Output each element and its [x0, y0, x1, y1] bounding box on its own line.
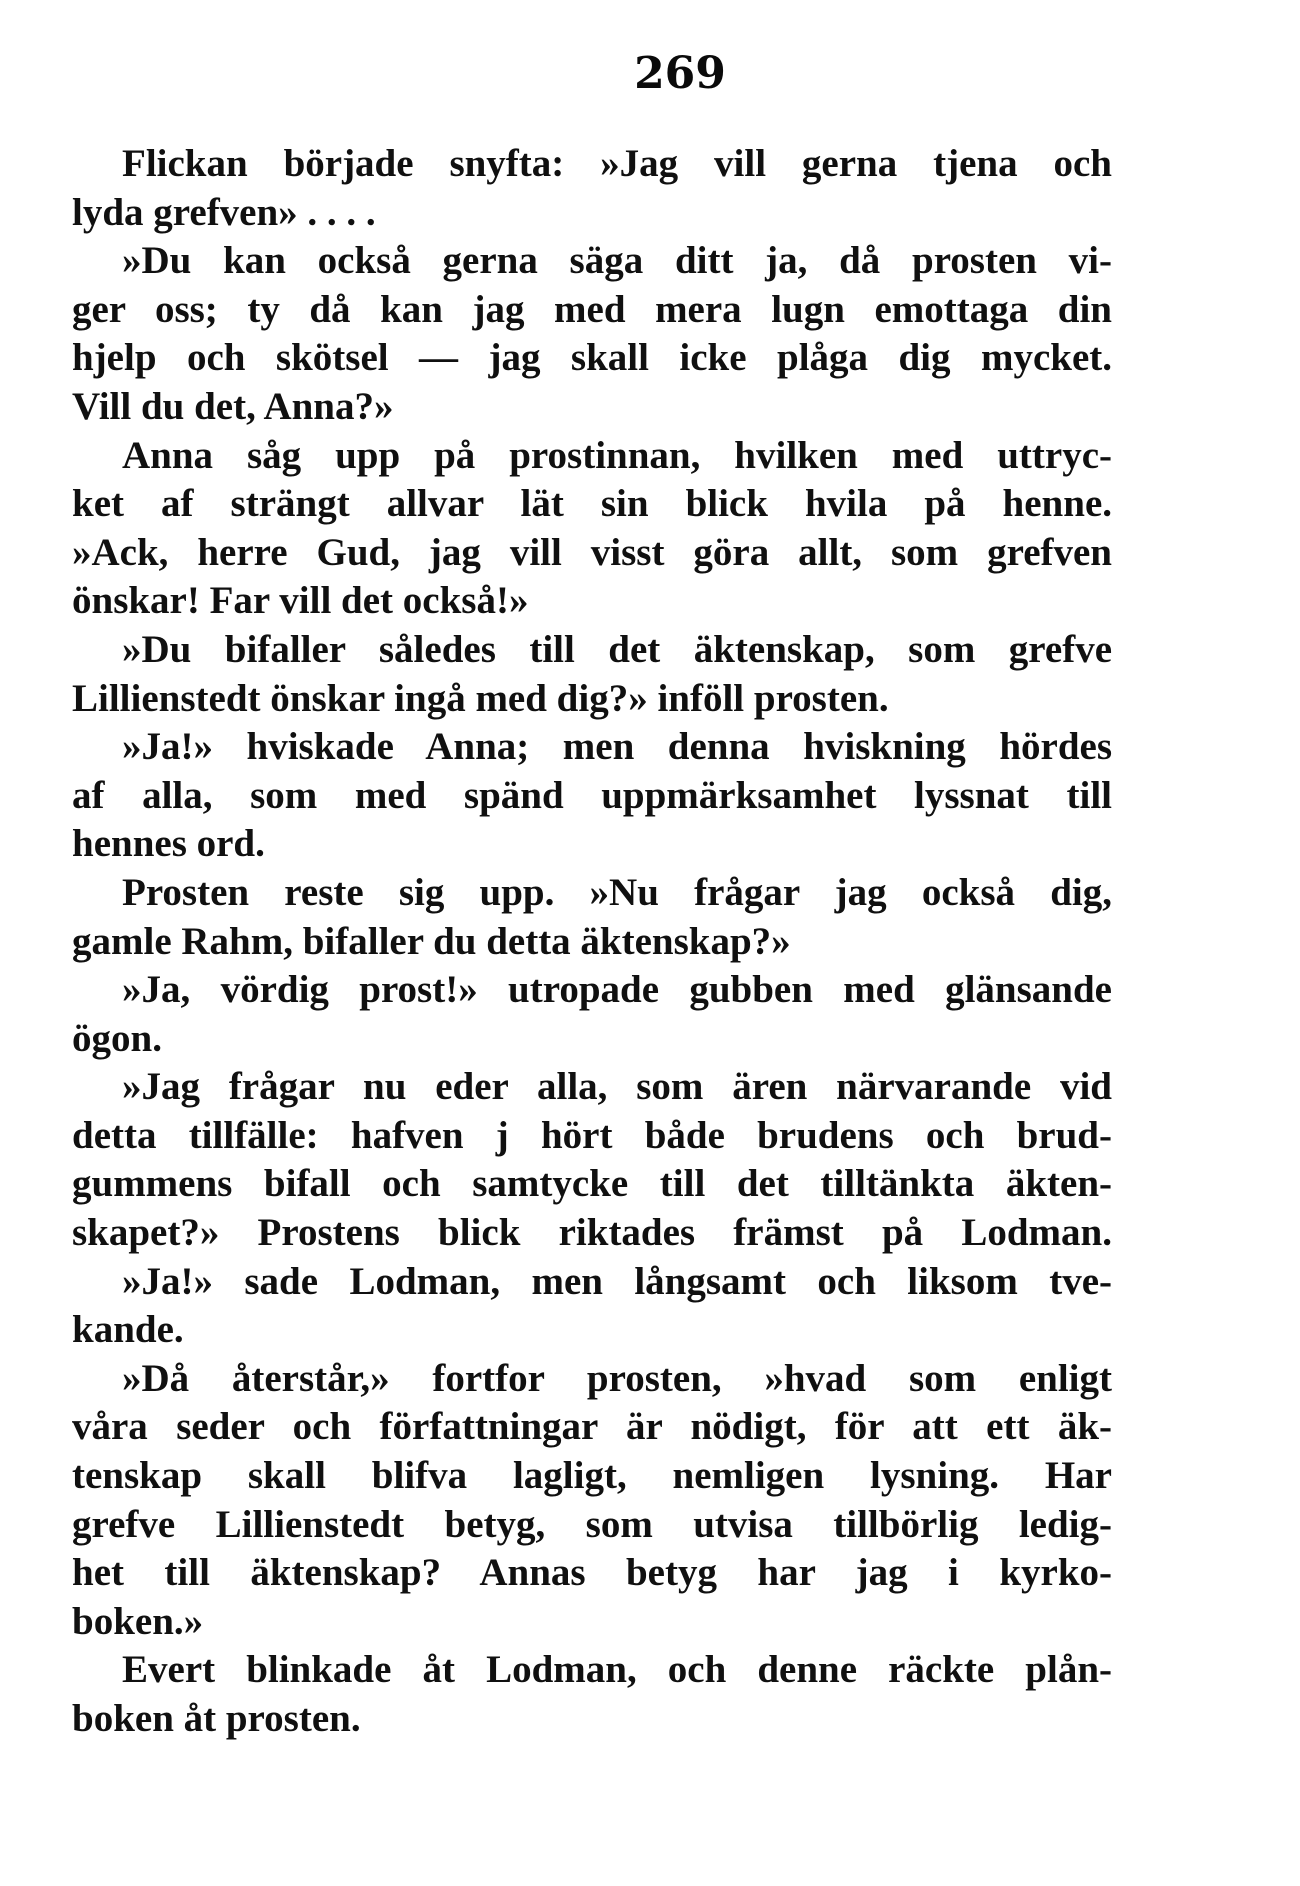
text-line: grefve Lillienstedt betyg, som utvisa tillbörlig ledig- — [72, 1502, 1112, 1546]
text-line: Prosten reste sig upp. »Nu frågar jag också dig, — [122, 870, 1112, 914]
text-line: gummens bifall och samtycke till det tilltänkta äkten- — [72, 1162, 1112, 1206]
text-line: ket af strängt allvar lät sin blick hvila på henne. — [72, 482, 1112, 526]
text-line: gamle Rahm, bifaller du detta äktenskap?» — [72, 919, 791, 963]
text-line: »Ja, vördig prost!» utropade gubben med glänsande — [122, 968, 1112, 1012]
body-text — [72, 140, 1112, 1744]
text-line: »Ja!» sade Lodman, men långsamt och liksom tve- — [122, 1259, 1112, 1303]
page-number: 269 — [634, 48, 726, 99]
text-line: våra seder och författningar är nödigt, för att ett äk- — [72, 1405, 1112, 1449]
text-line: lyda grefven» . . . . — [72, 190, 376, 234]
text-line: ögon. — [72, 1016, 162, 1060]
text-line: kande. — [72, 1308, 184, 1352]
text-line: Flickan började snyfta: »Jag vill gerna tjena och — [122, 142, 1112, 185]
text-line: boken.» — [72, 1599, 204, 1643]
text-line: önskar! Far vill det också!» — [72, 579, 529, 623]
text-line: Anna såg upp på prostinnan, hvilken med uttryc- — [122, 433, 1112, 477]
text-line: skapet?» Prostens blick riktades främst på Lodman. — [72, 1211, 1112, 1255]
text-line: het till äktenskap? Annas betyg har jag i kyrko- — [72, 1551, 1112, 1595]
text-line: »Ja!» hviskade Anna; men denna hviskning hördes — [122, 725, 1112, 769]
text-line: Evert blinkade åt Lodman, och denne räckte plån- — [122, 1648, 1112, 1692]
text-line: Vill du det, Anna?» — [72, 384, 394, 428]
text-line: »Du bifaller således till det äktenskap, som grefve — [122, 627, 1112, 671]
text-line: detta tillfälle: hafven j hört både brudens och brud- — [72, 1113, 1112, 1157]
text-line: »Då återstår,» fortfor prosten, »hvad som enligt — [122, 1356, 1112, 1400]
text-line: boken åt prosten. — [72, 1697, 361, 1740]
text-line: Lillienstedt önskar ingå med dig?» inföll prosten. — [72, 676, 889, 720]
text-line: af alla, som med spänd uppmärksamhet lyssnat till — [72, 773, 1112, 817]
text-line: hennes ord. — [72, 822, 265, 866]
text-line: hjelp och skötsel — jag skall icke plåga dig mycket. — [72, 336, 1112, 380]
text-line: tenskap skall blifva lagligt, nemligen lysning. Har — [72, 1454, 1112, 1498]
text-line: ger oss; ty då kan jag med mera lugn emottaga din — [72, 287, 1112, 331]
text-line: »Jag frågar nu eder alla, som ären närvarande vid — [122, 1065, 1112, 1109]
text-line: »Du kan också gerna säga ditt ja, då prosten vi- — [122, 239, 1112, 283]
text-line: »Ack, herre Gud, jag vill visst göra allt, som grefven — [72, 530, 1112, 574]
